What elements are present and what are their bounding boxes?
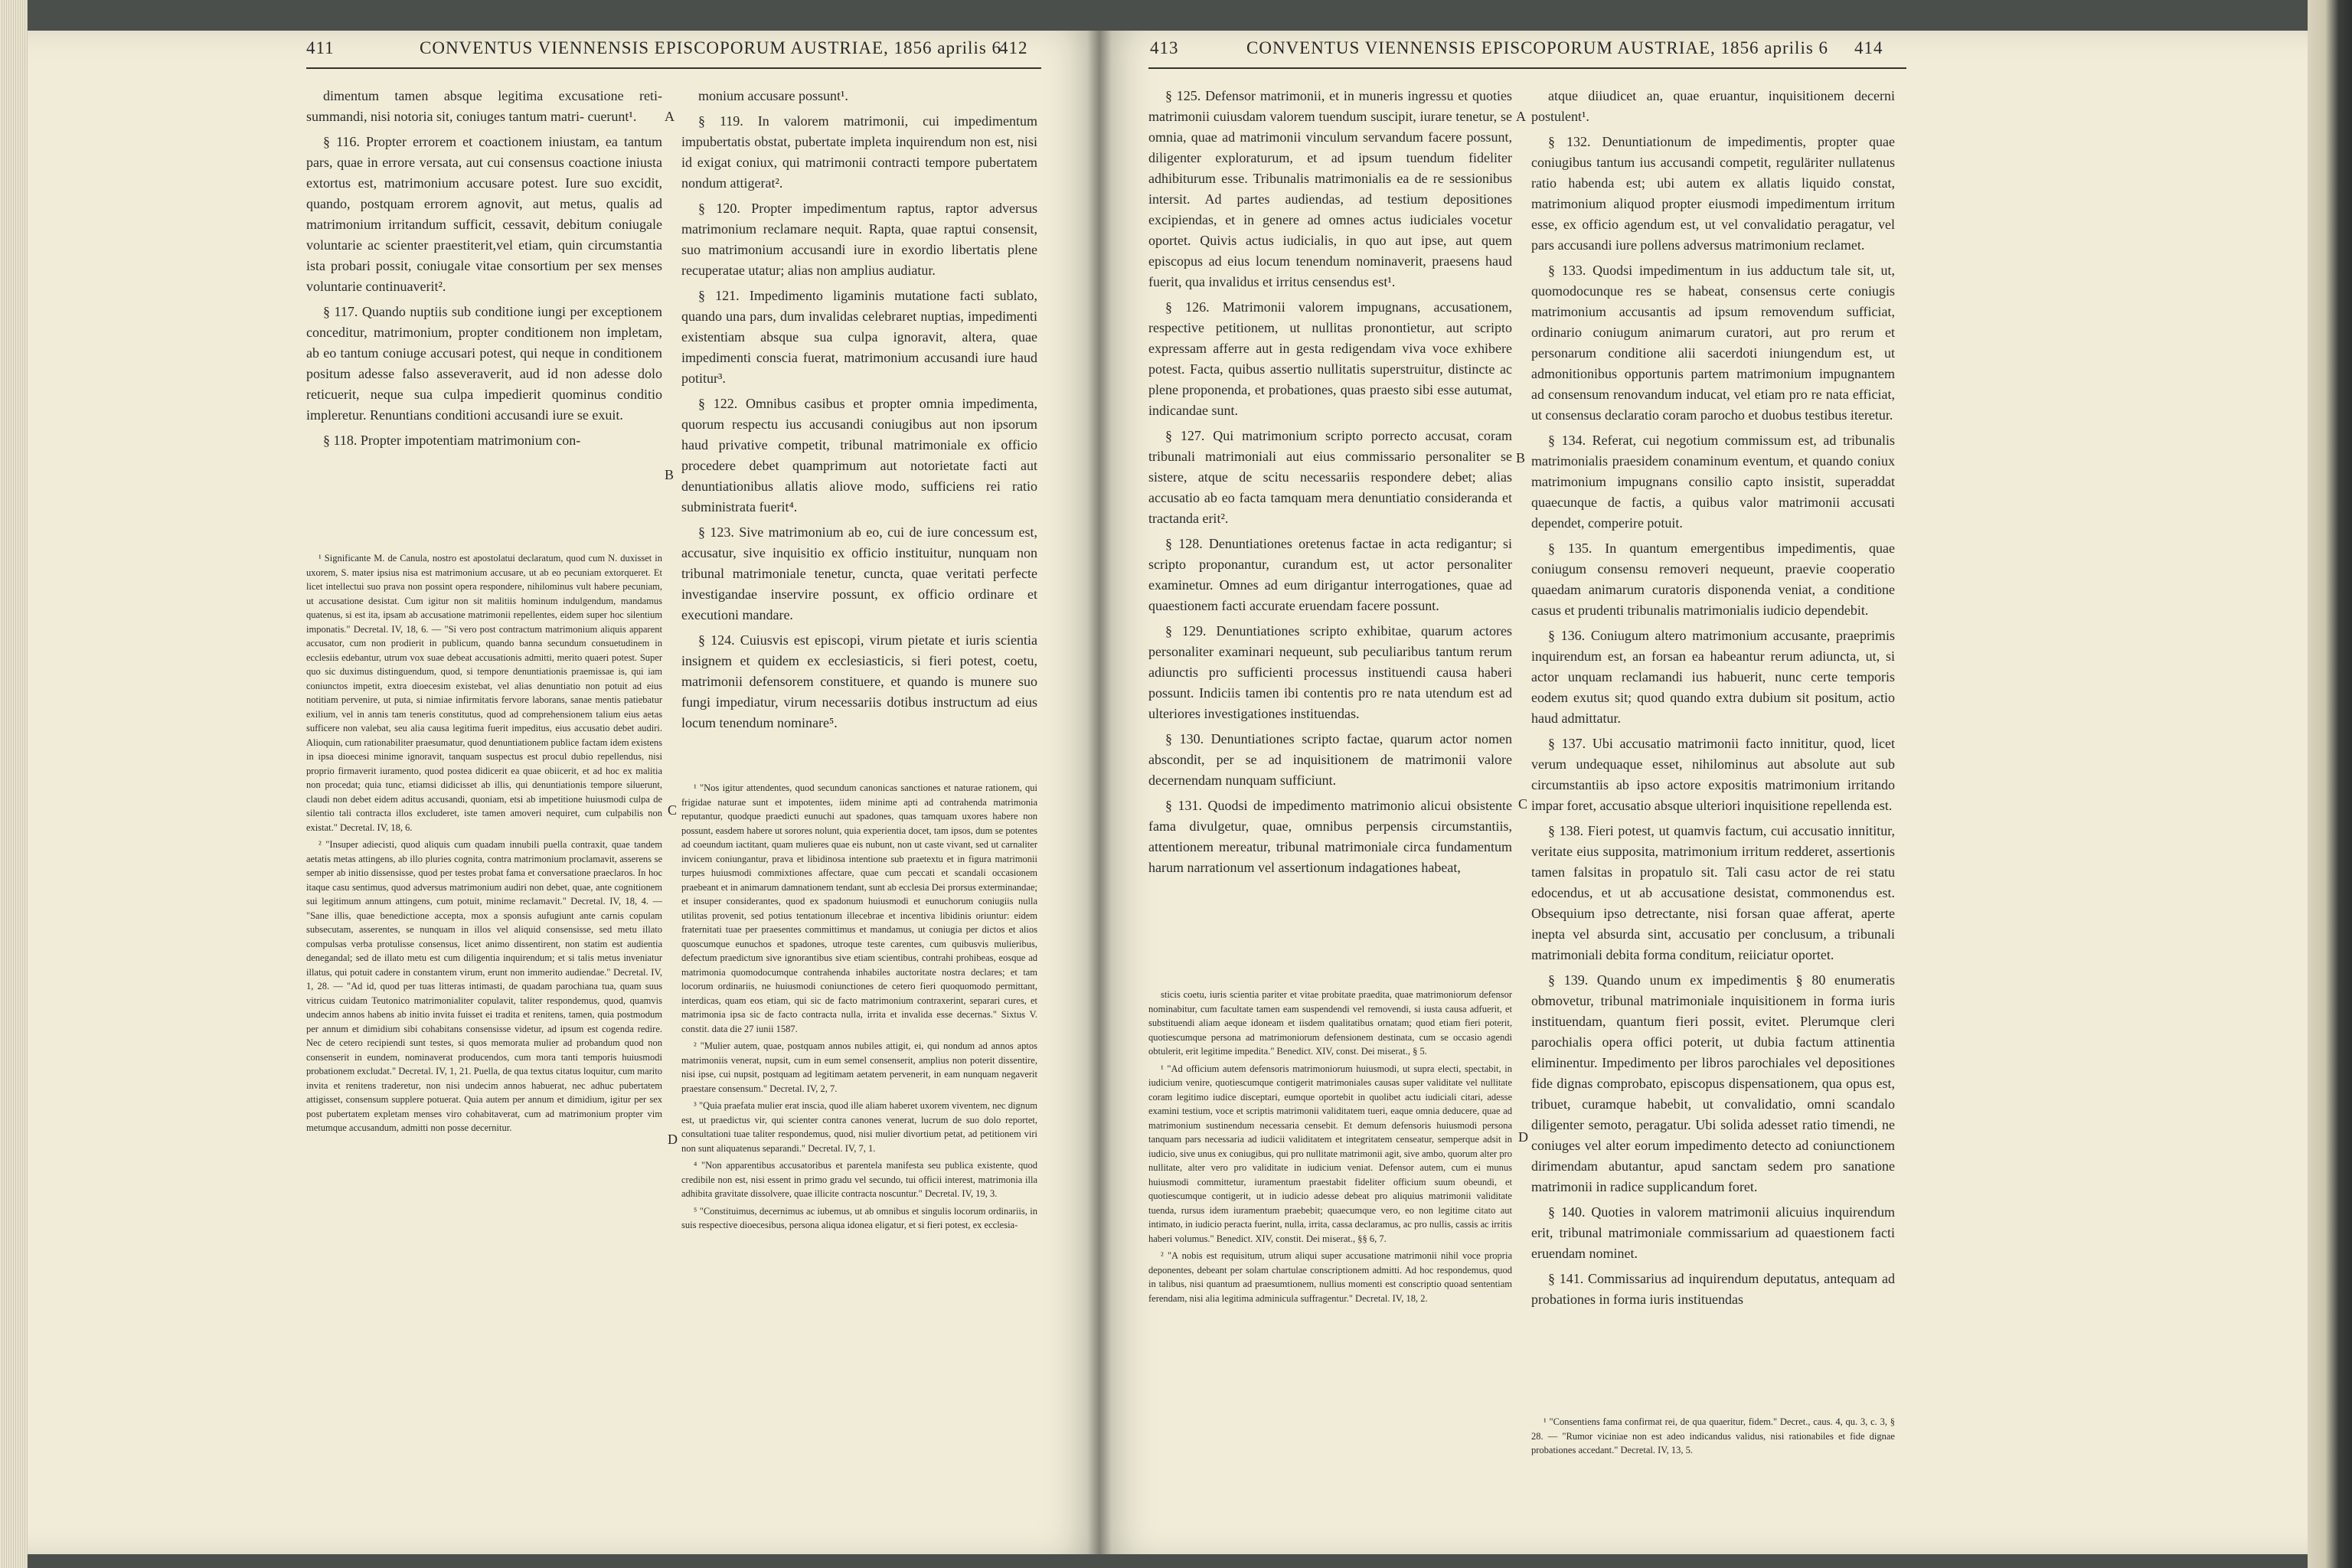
right-footnotes-b	[1531, 1415, 1895, 1522]
right-b-para-7: § 138. Fieri potest, ut quamvis factum, cui accusatio innititur, veritate eius supposita, matrimonium irritum redderet, assertionis tamen falsitas in propatulo sit. Tali casu actor de rei statu edocendus, et ut ab accusatione desistat, commonendus est. Obsequium ipso detrectante, nisi forsan quae afferat, aperte inepta vel absurda sint, accusatio per conclusum, a tribunali matrimoniali debita forma conditum, reiiciatur oportet.	[1531, 823, 1895, 962]
right-column-b	[1531, 86, 1895, 1395]
left-footnotes-a	[306, 551, 662, 1531]
right-margin-marker-a: A	[1516, 109, 1526, 124]
right-a-para-3: § 128. Denuntiationes oretenus factae in acta redigantur; si scripto proponantur, curandum est, ut actor personaliter examinetur. Omnes ad eum dirigantur interrogationes, quae ad quaestionem facti accurate eruendam facere possunt.	[1148, 536, 1512, 613]
left-a-para-0: dimentum tamen absque legitima excusatione reti- summandi, nisi notoria sit, coniuges tantum matri- cuerunt¹.	[306, 88, 662, 124]
right-b-para-1: § 132. Denuntiationum de impedimentis, propter quae coniugibus tantum ius accusandi competit, reguläriter nullatenus ratio habenda est; ubi autem ex allatis liquido constat, matrimonium aliquod propter eiusmodi impedimentum irritum esse, ex officio agendum est, ut vel convalidatio peragatur, vel pars accusandi iure pollens adversus matrimonium reclamet.	[1531, 134, 1895, 253]
left-fn-b-4: ⁵ "Constituimus, decernimus ac iubemus, ut ab omnibus et singulis locorum ordinariis, in suis respective dioecesibus, persona aliqua idonea eligatur, et si fieri potest, ex ecclesia-	[681, 1205, 1037, 1230]
left-header-rule	[306, 67, 1041, 69]
left-running-title: CONVENTUS VIENNENSIS EPISCOPORUM AUSTRIAE, 1856 aprilis 6	[420, 38, 1002, 57]
right-running-title: CONVENTUS VIENNENSIS EPISCOPORUM AUSTRIAE, 1856 aprilis 6	[1246, 38, 1829, 57]
left-column-a	[306, 86, 662, 514]
left-fn-a-0: ¹ Significante M. de Canula, nostro est apostolatui declaratum, quod cum N. duxisset in uxorem, S. mater ipsius nisa est matrimonium accusare, ut ab eo pecuniam extorqueret. Et licet intellectui suo prava non possint opera respondere, nihilominus vult habere pecuniam, ut accusatione desistat. Cum igitur non sit malitiis hominum indulgendum, mandamus quatenus, si est ita, ipsam ab accusatione matrimonii repellentes, eidem super hoc silentium imponatis." Decretal. IV, 18, 6. — "Si vero post contractum matrimonium aliquis apparent accusator, cum non prodierit in publicum, quando banna secundum consuetudinem in ecclesiis edebantur, utrum vox suae debeat accusationis admitti, merito quaeri potest. Super quo sic duximus distinguendum, quod, si tempore denuntiationis praemissae is, qui iam coniunctos impetit, extra dioecesim existebat, vel alias denuntiatio non potuit ad eius notitiam pervenire, ut puta, si nimiae infirmitatis fervore laborans, sanae mentis patiebatur exilium, vel in annis tam teneris constitutus, quod ad comprehensionem talium eius aetas sufficere non valebat, seu alia causa legitima fuerit impeditus, eius accusatio debet audiri. Alioquin, cum rationabiliter praesumatur, quod denuntiationem publice factam idem existens in ipsa dioecesi minime ignoravit, tanquam suspectus est procul dubio repellendus, nisi proprio firmaverit iuramento, quod postea didicerit ea quae obiicerit, et ad hoc ex malitia non procedat; quia tunc, etiamsi didicisset ab illis, qui denuntiationis tempore siluerunt, claudi non debet eidem aditus accusandi, quoniam, etsi ab impetitione huiusmodi culpa de silentio tali contracta illos excluderet, iste tamen amoveri nequiret, cum culpabilis non existat." Decretal. IV, 18, 6.	[306, 553, 662, 833]
right-b-para-3: § 134. Referat, cui negotium commissum est, ad tribunalis matrimonialis praesidem conaminum eventum, et quando coniux matrimonium impugnans consilio capto insistit, superaddat quaecunque de factis, a quibus valor matrimonii accusati dependet, comperire potuit.	[1531, 433, 1895, 531]
left-b-para-5: § 123. Sive matrimonium ab eo, cui de iure concessum est, accusatur, sive inquisitio ex officio instituitur, nunquam non tribunal matrimoniale tenetur, cuncta, quae veritati perfecte investigandae inservire possunt, ex officio ordinare et executioni mandare.	[681, 524, 1037, 622]
left-fn-b-1: ² "Mulier autem, quae, postquam annos nubiles attigit, ei, qui nondum ad annos aptos matrimoniis venerat, nupsit, cum in eum semel consenserit, amplius non poterit dissentire, nisi ipse, cui nupsit, postquam ad legitimam aetatem pervenerit, in eam nunquam negaverit praestare consensum." Decretal. IV, 2, 7.	[681, 1040, 1037, 1094]
right-b-para-6: § 137. Ubi accusatio matrimonii facto innititur, quod, licet verum undequaque esset, nihilominus aut absolute aut sub circumstantiis ab ipso actore expositis matrimonium irritando impar foret, accusatio absque ulteriori inquisitione repellenda est.	[1531, 736, 1895, 813]
left-margin-marker-d: D	[668, 1132, 678, 1147]
right-page-number-b: 414	[1854, 38, 1883, 57]
right-fn-a-2: ² "A nobis est requisitum, utrum aliqui super accusatione matrimonii nihil voce propria deponentes, debeant per solam chartulae conscriptionem admitti. Ad hoc respondemus, quod in talibus, nisi quantum ad praesumtionem, nullius momenti est conscriptio quoad sententiam ferendam, nisi alia legitima adminicula suffragentur." Decretal. IV, 18, 2.	[1148, 1250, 1512, 1304]
left-margin-marker-c: C	[668, 802, 678, 818]
book-gutter	[1087, 31, 1112, 1554]
left-page-number-a: 411	[306, 38, 335, 57]
right-b-para-9: § 140. Quoties in valorem matrimonii alicuius inquirendum erit, tribunal matrimoniale commissarium ad quaestionem facti eruendam nominet.	[1531, 1204, 1895, 1261]
right-column-a	[1148, 86, 1512, 966]
right-fn-a-1: ¹ "Ad officium autem defensoris matrimoniorum huiusmodi, ut supra electi, spectabit, in iudicium venire, quotiescumque contigerit matrimoniales causas super validitate vel nullitate coram legitimo iudice disceptari, eumque oportebit in quolibet actu iudiciali citari, adesse examini testium, voce et scriptis matrimonii validitatem tueri, eaque omnia deducere, quae ad matrimonium sustinendum necessaria censebit. Et demum defensoris huiusmodi persona tanquam pars necessaria ad iudicii validitatem et integritatem censeatur, semperque adsit in iudicio, sive unus ex coniugibus, qui pro nullitate matrimonii agit, sive ambo, quorum alter pro nullitate, alter vero pro validitate in iudicium veniat. Defensor autem, cum ei munus huiusmodi committetur, iuramentum praestabit fideliter officium suum obeundi, et quotiescumque contigerit, ut in iudicio adesse debeat pro aliquius matrimonii validitate tuenda, rursus idem iuramentum praebebit; quaecumque vero, eo non legitime citato aut intimato, in iudicio peracta fuerint, nulla, irrita, cassa declaramus, ac pro nullis, cassis ac irritis haberi volumus." Benedict. XIV, constit. Dei miserat., §§ 6, 7.	[1148, 1063, 1512, 1244]
left-fn-b-3: ⁴ "Non apparentibus accusatoribus et parentela manifesta seu publica existente, quod credibile non est, nisi essent in primo gradu vel secundo, tui officii interest, matrimonia illa adhibita gravitate dissolvere, quae illicite contracta noscuntur." Decretal. IV, 19, 3.	[681, 1160, 1037, 1199]
right-margin-marker-c: C	[1518, 796, 1528, 812]
right-b-para-10: § 141. Commissarius ad inquirendum deputatus, antequam ad probationes in forma iuris instituendas	[1531, 1271, 1895, 1307]
left-b-para-3: § 121. Impedimento ligaminis mutatione facti sublato, quando una pars, dum invalidas celebraret nuptias, impedimenti existentiam absque sua culpa ignoravit, altera, quae impedimenti conscia fuerat, matrimonium accusandi iure haud potitur³.	[681, 288, 1037, 386]
left-a-para-2: § 117. Quando nuptiis sub conditione iungi per exceptionem conceditur, matrimonium, propter conditionem non impletam, ab eo tantum coniuge accusari potest, qui neque in conditionem positum adesse falso asseveraverit, aud id non adesse dolo reticuerit, neque sua culpa impedierit quominus conditio impleretur. Renuntians conditioni accusandi iure se exuit.	[306, 304, 662, 423]
left-margin-marker-b: B	[665, 467, 675, 482]
right-b-para-4: § 135. In quantum emergentibus impedimentis, quae coniugum consensu removeri nequeunt, praevie cooperatio quaedam animarum curatoris disponenda veniat, a conditione casus et prudenti tribunalis matrimonialis iudicio dependebit.	[1531, 541, 1895, 618]
left-b-para-1: § 119. In valorem matrimonii, cui impedimentum impubertatis obstat, pubertate impleta inquirendum non est, nisi id exigat coniux, qui matrimonii contracti tempore pubertatem nondum attigerat².	[681, 113, 1037, 191]
left-a-para-3: § 118. Propter impotentiam matrimonium con-	[323, 433, 581, 448]
right-a-para-2: § 127. Qui matrimonium scripto porrecto accusat, coram tribunali matrimoniali aut eius commissario personaliter se sistere, atque de scitu necessariis respondere debet; alias accusatio ab eo facta tamquam mera denuntiatio consideranda et tractanda erit².	[1148, 428, 1512, 526]
right-page-number-a: 413	[1150, 38, 1179, 57]
right-b-para-5: § 136. Coniugum altero matrimonium accusante, praeprimis inquirendum est, an forsan ea habeantur rerum adiuncta, ut, si actor unquam reclamandi ius habuerit, nunc certe temporis eodem exutus sit; quod quando extra dubium sit positum, actio haud admittatur.	[1531, 628, 1895, 726]
left-fn-b-0: ¹ "Nos igitur attendentes, quod secundum canonicas sanctiones et naturae rationem, qui frigidae naturae sunt et impotentes, iidem minime apti ad contrahenda matrimonia reputantur, quodque praedicti eunuchi aut spadones, quas tamquam uxores habere non possunt, easdem habere ut sorores nolunt, quia experientia docet, tam ipsos, dum se potentes ad coeundum iactitant, quam mulieres quae eis nubunt, non ut caste vivant, sed ut carnaliter invicem coniungantur, prava et libidinosa intentione sub praetextu et in figura matrimonii turpes huiusmodi commixtiones affectare, quae cum peccati et scandali occasionem praebeant et in animarum damnationem tendant, sunt ab ecclesia Dei prorsus exterminandae; et insuper considerantes, quod ex spadonum huiusmodi et eunuchorum coniugiis nulla utilitas provenit, sed potius tentationum illecebrae et incentiva libidinis oriuntur: eidem fraternitati tuae per praesentes committimus et mandamus, ut coniugia per dictos et alios quoscumque eunuchos et spadones, utroque teste carentes, cum quibusvis mulieribus, defectum praedictum sive ignorantibus sive etiam scientibus, contrahi prohibeas, eosque ad matrimonia quomodocumque contrahenda inhabiles auctoritate nostra declares; et tam locorum ordinariis, ne huiusmodi coniunctiones de cetero fieri quoquomodo permittant, interdicas, quam eos etiam, qui sic de facto matrimonium contraxerint, separari cures, et matrimonia ipsa sic de facto contracta nulla, irrita et invalida esse decernas." Sixtus V. constit. data die 27 iunii 1587.	[681, 782, 1037, 1034]
right-fn-b-0: ¹ "Consentiens fama confirmat rei, de qua quaeritur, fidem." Decret., caus. 4, qu. 3, c. 3, § 28. — "Rumor viciniae non est adeo indicandus validus, nisi rationabiles et fide dignae probationes accedant." Decretal. IV, 13, 5.	[1531, 1416, 1895, 1455]
right-a-para-4: § 129. Denuntiationes scripto exhibitae, quarum actores personaliter examinari nequeunt, sub peculiaribus tantum rerum adiunctis pro sufficienti processus instituendi causa haberi possunt. Indiciis tamen ibi contentis pro re nata utendum est ad ulteriores investigationes instituendas.	[1148, 623, 1512, 721]
right-header-rule	[1148, 67, 1906, 69]
left-b-para-2: § 120. Propter impedimentum raptus, raptor adversus matrimonium reclamare nequit. Rapta, quae raptui consensit, suo matrimonium accusandi iure in exordio libertatis plene recuperatae utatur; alias non amplius audiatur.	[681, 201, 1037, 278]
right-a-para-0: § 125. Defensor matrimonii, et in muneris ingressu et quoties matrimonii cuiusdam valorem tuendum suscipit, iurare tenetur, se omnia, quae ad matrimonii vinculum servandum facere possunt, diligenter exploraturum, et ad ipsum tuendum fideliter adhibiturum esse. Tribunalis matrimonialis ea de re sessionibus intersit. Ad partes audiendas, ad testium depositiones excipiendas, et in genere ad omnes actus iudiciales vocetur oportet. Quivis actus iudicialis, in quo aut ipse, aut quem episcopus ad eius locum tenendum nominaverit, praesens haud fuerit, qua invalidus et irritus censendus est¹.	[1148, 88, 1512, 289]
right-a-para-6: § 131. Quodsi de impedimento matrimonio alicui obsistente fama divulgetur, quae, omnibus perpensis circumstantiis, attentionem mereatur, tribunal matrimoniale circa fundamentum harum narrationum vel assertionum indagationes habeat,	[1148, 798, 1512, 875]
left-b-para-0: monium accusare possunt¹.	[698, 88, 848, 103]
right-b-para-8: § 139. Quando unum ex impedimentis § 80 enumeratis obmovetur, tribunal matrimoniale inquisitionem in forma iuris instituendam, quantum fieri possit, evitet. Plerumque cleri parochialis opera offici poterit, ut dubia factum attinentia eliminentur. Impedimento per libros parochiales vel depositiones fide dignas comprobato, episcopus dispensationem, qua opus est, tribuet, curamque habebit, ut convalidatio, omni scandalo diligenter semoto, peragatur. Ubi solida adesset ratio timendi, ne coniuges vel alter eorum impedimento detecto ad coniunctionem dirimendam abutantur, apud sanctam sedem pro sanatione matrimonii in radice supplicandum foret.	[1531, 972, 1895, 1194]
left-a-para-1: § 116. Propter errorem et coactionem iniustam, ea tantum pars, quae in errore versata, aut cui consensus coactione iniusta extortus est, matrimonium accusare potest. Iure suo excidit, quando, postquam errorem agnovit, aut metus, qualis ad matrimonium irritandum sufficit, cessavit, debitum coniugale voluntarie ac scienter praestiterit,vel etiam, quin circumstantia ista probari possit, coniugale vitae consortium per sex menses voluntarie continuaverit².	[306, 134, 662, 294]
left-fn-b-2: ³ "Quia praefata mulier erat inscia, quod ille aliam haberet uxorem viventem, nec dignum est, ut praedictus vir, qui scienter contra canones venerat, lucrum de suo dolo reportet, consultationi tuae taliter respondemus, quod, nisi mulier divortium petat, ad petitionem viri non sunt aliquatenus separandi." Decretal. IV, 7, 1.	[681, 1100, 1037, 1154]
right-b-para-2: § 133. Quodsi impedimentum in ius adductum tale sit, ut, quomodocunque res se habeat, consensus certe coniugis matrimonium accusantis ad ipsum removendum sufficiat, ordinario coniugum animarum curatori, aut pro rerum et personarum conditione alii sacerdoti iniungendum est, ut admonitionibus opportunis partem matrimonium impugnantem ad consensum renovandum inducat, vel etiam pro re nata efficiat, ut consensus declaratio coram parocho et duobus testibus iteretur.	[1531, 263, 1895, 423]
right-a-para-1: § 126. Matrimonii valorem impugnans, accusationem, respective petitionem, ut nullitas pronontietur, aut scripto expressam afferre aut in gesta redigendam viva voce exhibere potest. Facta, quibus assertio nullitatis superstruitur, distincte ac plene proponenda, et probationes, quas praesto sibi esse autumat, indicandae sunt.	[1148, 299, 1512, 418]
left-column-b	[681, 86, 1037, 752]
book-edge-right	[2308, 0, 2352, 1568]
left-fn-a-1: ² "Insuper adiecisti, quod aliquis cum quadam innubili puella contraxit, quae tandem aetatis metas attingens, ab illo pluries cognita, contra matrimonium proclamavit, asserens se semper ab initio dissensisse, quod per testes probat fama et conversatione praeclaros. In hoc itaque casu sentimus, quod adversus matrimonium audiri non debet, quae, ante cognitionem sui legitimum annum attingens, cum potuit, minime reclamavit." Decretal. IV, 18, 4. — "Sane illis, quae benedictione accepta, mox a sponsis aufugiunt ante carnis copulam subsecutam, asserentes, se nunquam in illos vel aliquid consensisse, sed metu illato compulsas verba protulisse consensus, licet animo dissentirent, non statim est audientia denegandal; sed de illato metu est cum diligentia inquirendum; et si talis metus inveniatur illatus, qui potuit cadere in constantem virum, erunt non immerito audiendae." Decretal. IV, 1, 28. — "Ad id, quod per tuas litteras intimasti, de quadam parochiana tua, quam suus vitricus cuidam Teutonico matrimonialiter copulavit, taliter respondemus, quod, quamvis undecim annos habens ab initio invita fuisset ei tradita et renitens, tamen, quia postmodum per annum et dimidium sibi cohabitans consensisse videtur, ad ipsum est cogenda redire. Nec de cetero recipiendi sunt testes, si quos memorata mulier ad probandum quod non consenserit in eundem, nominaverat producendos, cum mora tanti temporis huiusmodi probationem excludat." Decretal. IV, 1, 21. Puella, de qua textus citatus loquitur, cum marito invita et renitens traderetur, non nisi undecim annos habuerat, nec adhuc pubertatem attigisset, consensum supplere potuerat. Quia autem per annum et dimidium, igitur per sex post pubertatem expletam menses viro cohabitaverat, cum ad matrimonium propter vim metumque accusandum, admitti non posse decernitur.	[306, 839, 662, 1133]
left-footnotes-b	[681, 781, 1037, 1531]
right-a-para-5: § 130. Denuntiationes scripto factae, quarum actor nomen abscondit, per se ad inquisitionem de matrimonii valore decernendam nunquam sufficiunt.	[1148, 731, 1512, 788]
right-margin-marker-b: B	[1516, 450, 1526, 466]
book-edge-left	[0, 0, 28, 1568]
left-margin-marker-a: A	[665, 109, 675, 124]
left-page-number-b: 412	[999, 38, 1028, 57]
left-b-para-6: § 124. Cuiusvis est episcopi, virum pietate et iuris scientia insignem et quidem ex ecclesiasticis, si fieri potest, coetu, matrimonii defensorem constituere, et quando is munere suo fungi impediatur, virum necessariis dotibus instructum ad eius locum tenendum nominare⁵.	[681, 632, 1037, 730]
right-footnotes-a	[1148, 988, 1512, 1539]
right-b-para-0: atque diiudicet an, quae eruantur, inquisitionem decerni postulent¹.	[1531, 88, 1895, 124]
right-fn-a-0: sticis coetu, iuris scientia pariter et vitae probitate praedita, quae matrimoniorum defensor nominabitur, cum facultate tamen eam suspendendi vel removendi, si iusta causa adfuerit, et substituendi aliam aeque idoneam et iisdem qualitatibus ornatam; quod etiam fieri poterit, quotiescumque persona ad matrimoniorum defensionem destinata, cum se occasio agendi obtulerit, erit legitime impedita." Benedict. XIV, const. Dei miserat., § 5.	[1148, 989, 1512, 1057]
left-b-para-4: § 122. Omnibus casibus et propter omnia impedimenta, quorum respectu ius accusandi coniugibus aut non ipsorum haud privative competit, tribunal matrimoniale ex officio procedere debet quamprimum aut notorietate facti aut denuntiationibus allatis aliove modo, sufficiens rei ratio subministrata fuerit⁴.	[681, 396, 1037, 514]
right-margin-marker-d: D	[1518, 1129, 1528, 1145]
